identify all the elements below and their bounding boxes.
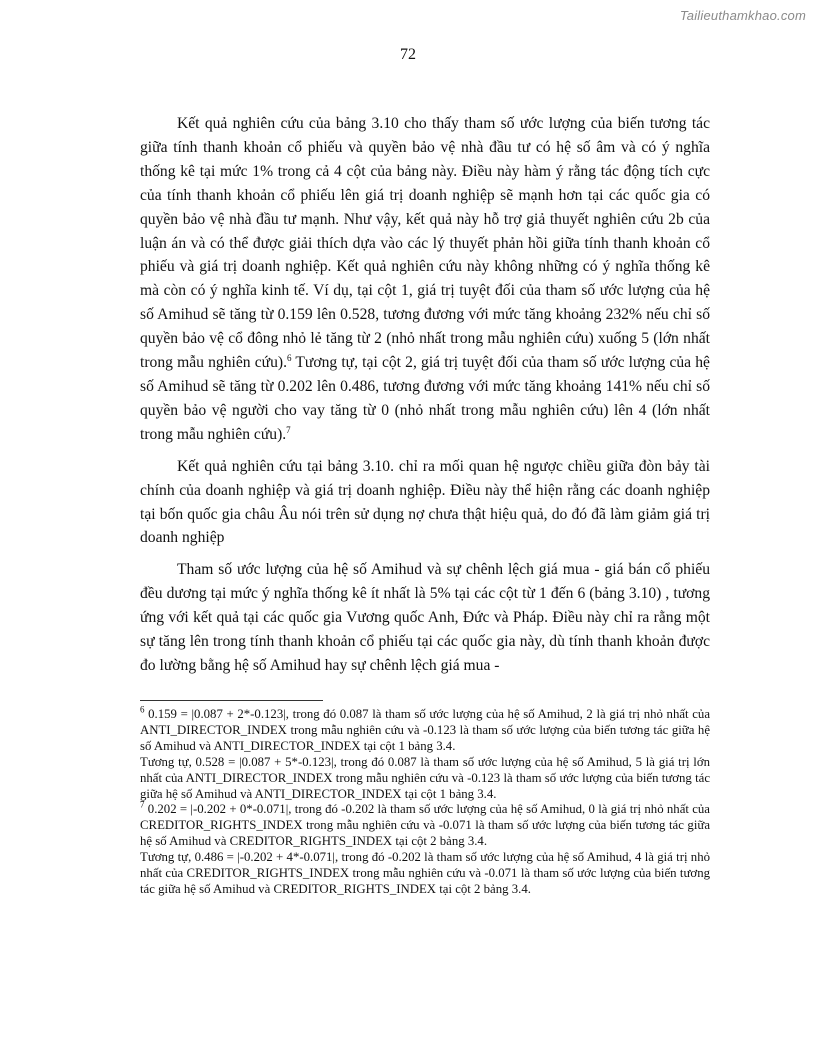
- footnote-number: 6: [140, 704, 145, 715]
- paragraph-text: Kết quả nghiên cứu của bảng 3.10 cho thấy tham số ước lượng của biến tương tác giữa tính thanh khoản cổ phiếu và quyền bảo vệ nhà đầu tư có hệ số âm và có ý nghĩa thống kê tại mức 1% trong cả 4 cột của bảng này. Điều này hàm ý rằng tác động tích cực của tính thanh khoản cổ phiếu lên giá trị doanh nghiệp sẽ mạnh hơn tại các quốc gia có quyền bảo vệ nhà đầu tư mạnh. Như vậy, kết quả này hỗ trợ giả thuyết nghiên cứu 2b của luận án và có thể được giải thích dựa vào các lý thuyết phản hồi giữa tính thanh khoản cổ phiếu và giá trị doanh nghiệp. Kết quả nghiên cứu này không những có ý nghĩa thống kê mà còn có ý nghĩa kinh tế. Ví dụ, tại cột 1, giá trị tuyệt đối của tham số ước lượng của hệ số Amihud sẽ tăng từ 0.159 lên 0.528, tương đương với mức tăng khoảng 232% nếu chỉ số quyền bảo vệ cổ đông nhỏ lẻ tăng từ 2 (nhỏ nhất trong mẫu nghiên cứu) xuống 5 (lớn nhất trong mẫu nghiên cứu).: [140, 115, 710, 372]
- footnotes: [140, 704, 710, 898]
- footnote: [140, 802, 710, 850]
- footnote-text: 0.159 = |0.087 + 2*-0.123|, trong đó 0.087 là tham số ước lượng của hệ số Amihud, 2 là giá trị nhỏ nhất của ANTI_DIRECTOR_INDEX trong mẫu nghiên cứu và -0.123 là tham số ước lượng của biến tương tác giữa hệ số Amihud và ANTI_DIRECTOR_INDEX tại cột 1 bảng 3.4.: [140, 707, 710, 753]
- paragraph: Tham số ước lượng của hệ số Amihud và sự chênh lệch giá mua - giá bán cổ phiếu đều dương tại mức ý nghĩa thống kê ít nhất là 5% tại các cột từ 1 đến 6 (bảng 3.10) , tương ứng với kết quả tại các quốc gia Vương quốc Anh, Đức và Pháp. Điều này chỉ ra rằng một sự tăng lên trong tính thanh khoản cổ phiếu tại các quốc gia này, dù tính thanh khoản được đo lường bằng hệ số Amihud hay sự chênh lệch giá mua -: [140, 561, 710, 674]
- footnote: [140, 704, 710, 755]
- watermark: Tailieuthamkhao.com: [679, 8, 806, 23]
- footnote-continuation: Tương tự, 0.528 = |0.087 + 5*-0.123|, trong đó 0.087 là tham số ước lượng của hệ số Amihud, 5 là giá trị lớn nhất của ANTI_DIRECTOR_INDEX trong mẫu nghiên cứu và -0.123 là tham số ước lượng của biến tương tác giữa hệ số Amihud và ANTI_DIRECTOR_INDEX tại cột 1 bảng 3.4.: [140, 754, 710, 801]
- paragraph: Kết quả nghiên cứu tại bảng 3.10. chỉ ra mối quan hệ ngược chiều giữa đòn bảy tài chính của doanh nghiệp và giá trị doanh nghiệp. Điều này thể hiện rằng các doanh nghiệp tại bốn quốc gia châu Âu nói trên sử dụng nợ chưa thật hiệu quả, do đó đã làm giảm giá trị doanh nghiệp: [140, 457, 710, 547]
- footnote-divider: [140, 700, 323, 701]
- body-text: [140, 112, 710, 686]
- paragraph: [140, 112, 710, 447]
- footnote-ref[interactable]: 6: [286, 352, 292, 363]
- footnote-ref[interactable]: 7: [286, 424, 291, 435]
- footnote-number: 7: [140, 800, 145, 811]
- page-number: 72: [400, 46, 416, 63]
- paragraph-text: Tương tự, tại cột 2, giá trị tuyệt đối của tham số ước lượng của hệ số Amihud sẽ tăng từ 0.202 lên 0.486, tương đương với mức tăng khoảng 141% nếu chỉ số quyền bảo vệ người cho vay tăng từ 0 (nhỏ nhất trong mẫu nghiên cứu) lên 4 (lớn nhất trong mẫu nghiên cứu).: [140, 354, 710, 443]
- footnote-text: 0.202 = |-0.202 + 0*-0.071|, trong đó -0.202 là tham số ước lượng của hệ số Amihud, 0 là giá trị nhỏ nhất của CREDITOR_RIGHTS_INDEX trong mẫu nghiên cứu và -0.071 là tham số ước lượng của biến tương tác giữa hệ số Amihud và CREDITOR_RIGHTS_INDEX tại cột 2 bảng 3.4.: [140, 802, 710, 849]
- footnote-continuation: Tương tự, 0.486 = |-0.202 + 4*-0.071|, trong đó -0.202 là tham số ước lượng của hệ số Amihud, 4 là giá trị nhỏ nhất của CREDITOR_RIGHTS_INDEX trong mẫu nghiên cứu và -0.071 là tham số ước lượng của biến tương tác giữa hệ số Amihud và CREDITOR_RIGHTS_INDEX tại cột 2 bảng 3.4.: [140, 850, 710, 896]
